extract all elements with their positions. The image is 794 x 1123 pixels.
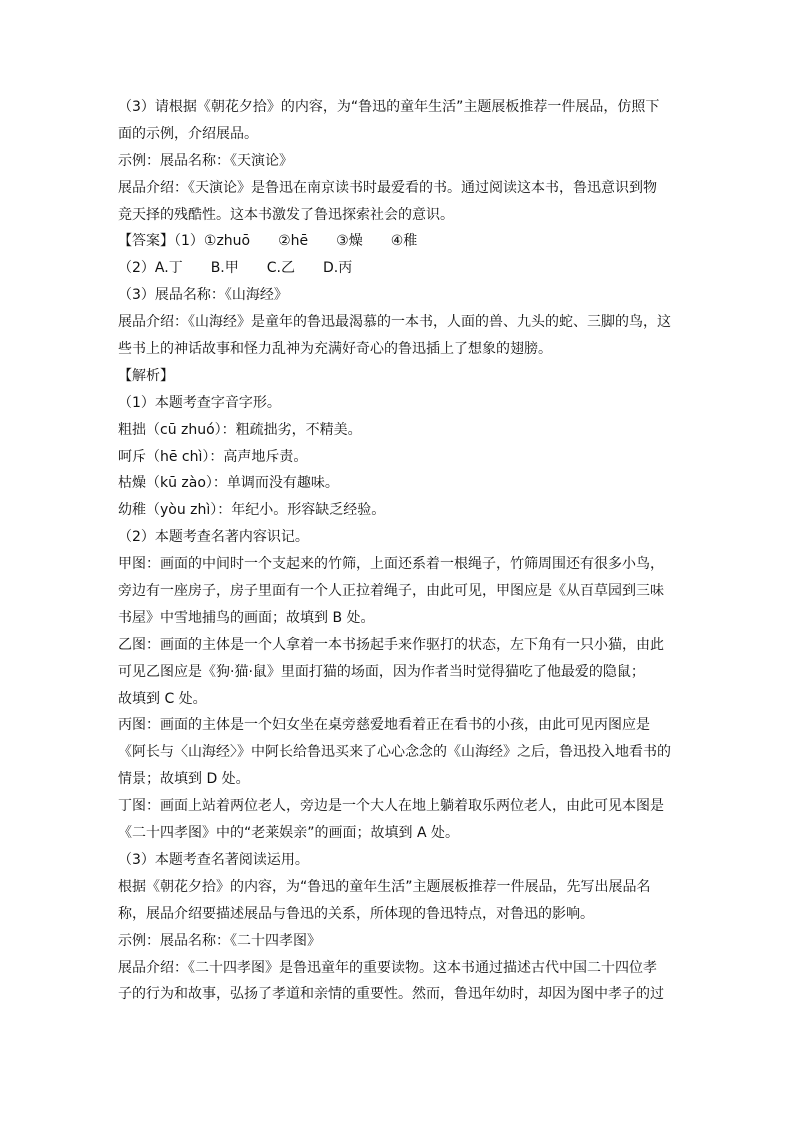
text-line: 展品介绍：《天演论》是鲁迅在南京读书时最爱看的书。通过阅读这本书，鲁迅意识到物 xyxy=(118,179,657,196)
text-line: 旁边有一座房子，房子里面有一个人正拉着绳子，由此可见，甲图应是《从百草园到三味 xyxy=(118,583,664,600)
text-line: 情景；故填到 D 处。 xyxy=(118,771,250,788)
text-line: 呵斥（hē chì）：高声地斥责。 xyxy=(118,448,308,465)
text-line: 甲图：画面的中间时一个支起来的竹筛，上面还系着一根绳子，竹筛周围还有很多小鸟， xyxy=(118,556,664,573)
text-line: （2）本题考查名著内容识记。 xyxy=(118,529,309,546)
text-line: 称，展品介绍要描述展品与鲁迅的关系，所体现的鲁迅特点，对鲁迅的影响。 xyxy=(118,905,594,922)
text-line: 乙图：画面的主体是一个人拿着一本书扬起手来作驱打的状态，左下角有一只小猫，由此 xyxy=(118,636,664,653)
text-line: 示例：展品名称：《二十四孝图》 xyxy=(118,932,321,949)
text-line: 些书上的神话故事和怪力乱神为充满好奇心的鲁迅插上了想象的翅膀。 xyxy=(118,341,552,358)
text-line: 面的示例，介绍展品。 xyxy=(118,125,258,142)
text-line: 《二十四孝图》中的“老莱娱亲”的画面；故填到 A 处。 xyxy=(118,825,459,842)
text-line: 《阿长与〈山海经〉》中阿长给鲁迅买来了心心念念的《山海经》之后，鲁迅投入地看书的 xyxy=(118,744,671,761)
text-line: 粗拙（cū zhuó）：粗疏拙劣，不精美。 xyxy=(118,421,362,438)
text-line: 故填到 C 处。 xyxy=(118,690,207,707)
text-line: 示例：展品名称：《天演论》 xyxy=(118,152,293,169)
text-line: 根据《朝花夕拾》的内容，为“鲁迅的童年生活”主题展板推荐一件展品，先写出展品名 xyxy=(118,878,651,895)
text-line: （3）本题考查名著阅读运用。 xyxy=(118,851,309,868)
text-line: （3）展品名称：《山海经》 xyxy=(118,287,288,304)
text-line: 竞天择的残酷性。这本书激发了鲁迅探索社会的意识。 xyxy=(118,206,454,223)
text-line: 书屋》中雪地捕鸟的画面；故填到 B 处。 xyxy=(118,609,375,626)
text-line: 丁图：画面上站着两位老人，旁边是一个大人在地上躺着取乐两位老人，由此可见本图是 xyxy=(118,798,664,815)
text-line: （3）请根据《朝花夕拾》的内容，为“鲁迅的童年生活”主题展板推荐一件展品，仿照下 xyxy=(118,99,660,115)
text-line: 展品介绍：《二十四孝图》是鲁迅童年的重要读物。这本书通过描述古代中国二十四位孝 xyxy=(118,959,657,976)
text-line: （1）本题考查字音字形。 xyxy=(118,394,281,411)
text-line: 丙图：画面的主体是一个妇女坐在桌旁慈爱地看着正在看书的小孩，由此可见丙图应是 xyxy=(118,717,650,734)
text-line: 展品介绍：《山海经》是童年的鲁迅最渴慕的一本书，人面的兽、九头的蛇、三脚的鸟，这 xyxy=(118,314,671,331)
document-page xyxy=(118,94,678,1008)
text-line: 子的行为和故事，弘扬了孝道和亲情的重要性。然而，鲁迅年幼时，却因为图中孝子的过 xyxy=(118,986,664,1003)
analysis-heading: 【解析】 xyxy=(118,367,174,384)
text-line: 幼稚（yòu zhì）：年纪小。形容缺乏经验。 xyxy=(118,502,386,519)
text-line: 枯燥（kū zào）：单调而没有趣味。 xyxy=(118,475,339,492)
text-line: （2）A.丁 B.甲 C.乙 D.丙 xyxy=(118,260,353,277)
text-line: 可见乙图应是《狗·猫·鼠》里面打猫的场面，因为作者当时觉得猫吃了他最爱的隐鼠； xyxy=(118,663,645,680)
answer-line: 【答案】（1）①zhuō ②hē ③燥 ④稚 xyxy=(118,233,418,250)
